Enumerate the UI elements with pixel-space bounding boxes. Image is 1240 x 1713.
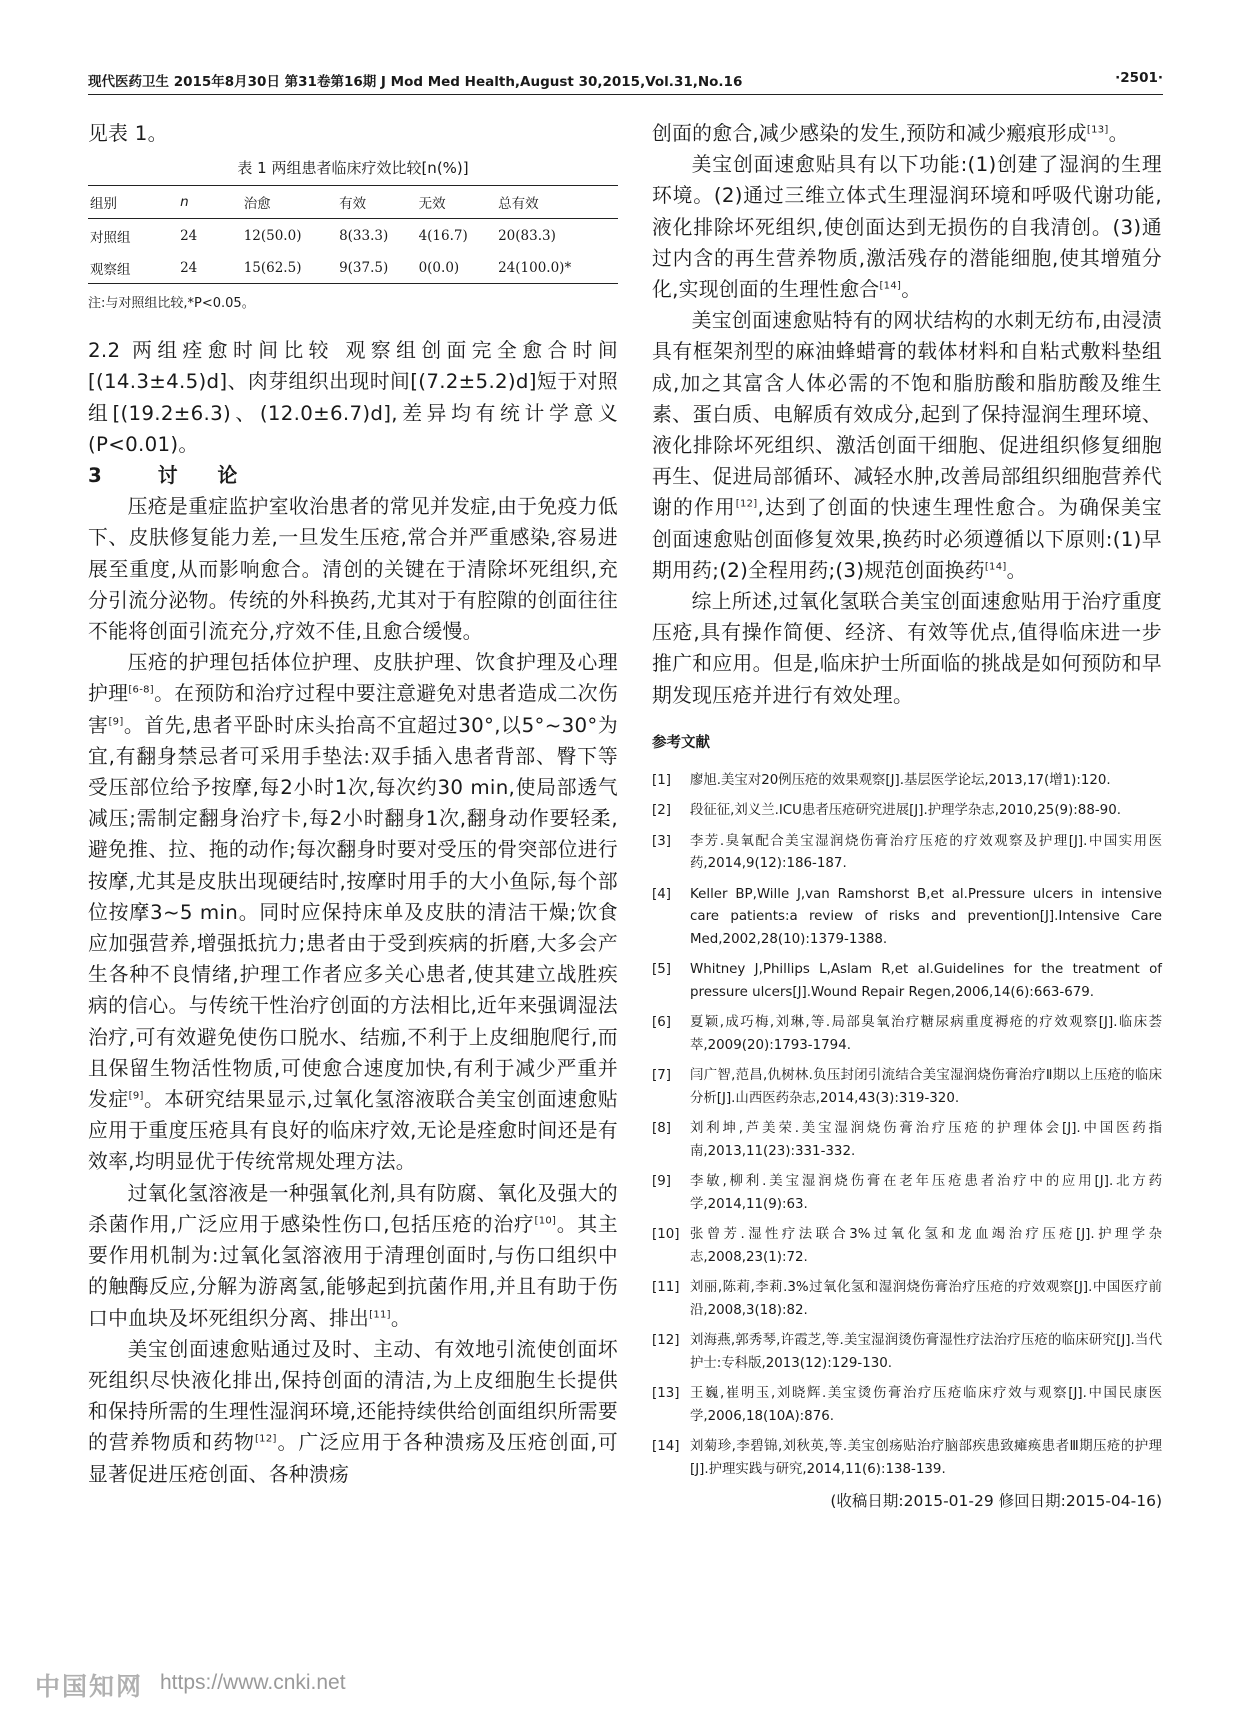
references-heading: 参考文献 xyxy=(652,734,710,751)
table-cell: 9(37.5) xyxy=(337,251,417,284)
reference-number: [11] xyxy=(652,1280,680,1296)
table-cell: 4(16.7) xyxy=(418,228,468,245)
discussion-paragraph-5 xyxy=(652,149,1162,305)
reference-number: [3] xyxy=(652,833,671,849)
text-run: 。广泛应用于各种溃疡及压疮创面,可显著促进压疮创面、各种溃疡 xyxy=(88,1431,619,1486)
table-cell: 观察组 xyxy=(88,251,178,284)
text-run: 压疮的护理包括体位护理、皮肤护理、饮食护理及心理护理 xyxy=(88,651,618,706)
reference-item xyxy=(652,831,1162,876)
reference-text: 廖旭.美宝对20例压疮的效果观察[J].基层医学论坛,2013,17(增1):120. xyxy=(690,772,1111,788)
section-title: 讨论 xyxy=(157,464,278,488)
reference-text: 段征征,刘义兰.ICU患者压疮研究进展[J].护理学杂志,2010,25(9):88-90. xyxy=(690,803,1121,819)
citation: [9] xyxy=(128,1090,144,1102)
citation: [10] xyxy=(534,1215,557,1227)
table-cell: 15(62.5) xyxy=(242,251,337,284)
text-run: 。在预防和治疗过程中要注意避免对患者造成二次伤害 xyxy=(88,682,618,737)
reference-text: 刘海燕,郭秀琴,许霞芝,等.美宝湿润烫伤膏湿性疗法治疗压疮的临床研究[J].当代护士:专科版,2013(12):129-130. xyxy=(690,1333,1162,1371)
reference-item xyxy=(652,800,1162,823)
table-cell: 0(0.0) xyxy=(417,251,497,284)
table-note: 注:与对照组比较,*P<0.05。 xyxy=(88,296,255,312)
reference-item xyxy=(652,770,1162,793)
discussion-paragraph-3 xyxy=(88,1178,618,1334)
reference-item xyxy=(652,1171,1162,1216)
page-number: ·2501· xyxy=(1115,70,1163,86)
journal-citation-line: 现代医药卫生 2015年8月30日 第31卷第16期 J Mod Med Health,August 30,2015,Vol.31,No.16 xyxy=(88,74,743,90)
text-run: 。 xyxy=(390,1306,411,1330)
citation: [12] xyxy=(254,1433,277,1445)
reference-number: [14] xyxy=(652,1439,680,1455)
received-date-line: (收稿日期:2015-01-29 修回日期:2015-04-16) xyxy=(830,1492,1162,1511)
citation: [12] xyxy=(735,498,758,510)
table-cell: 20(83.3) xyxy=(498,228,556,245)
citation: [14] xyxy=(984,561,1007,573)
right-column xyxy=(652,118,1162,1511)
table-caption: 表 1 两组患者临床疗效比较[n(%)] xyxy=(237,159,469,178)
citation: [6-8] xyxy=(128,684,154,696)
table-header-cell: 无效 xyxy=(417,186,497,219)
table-header-cell: 有效 xyxy=(337,186,417,219)
table-header-cell: n xyxy=(178,186,242,219)
reference-number: [5] xyxy=(652,962,671,978)
citation: [11] xyxy=(369,1308,391,1320)
text-run: 。其主要作用机制为:过氧化氢溶液用于清理创面时,与伤口组织中的触酶反应,分解为游离氢,能够起到抗菌作用,并且有助于伤口中血块及坏死组织分离、排出 xyxy=(88,1212,618,1330)
reference-number: [1] xyxy=(652,772,671,788)
reference-text: 李芳.臭氧配合美宝湿润烧伤膏治疗压疮的疗效观察及护理[J].中国实用医药,2014,9(12):186-187. xyxy=(690,833,1162,872)
table-header-row xyxy=(88,186,618,219)
table-cell: 对照组 xyxy=(90,230,131,247)
text-run: 。 xyxy=(901,278,922,302)
reference-text: 夏颖,成巧梅,刘琳,等.局部臭氧治疗糖尿病重度褥疮的疗效观察[J].临床荟萃,2009(20):1793-1794. xyxy=(690,1015,1162,1053)
reference-number: [7] xyxy=(652,1068,671,1084)
reference-number: [2] xyxy=(652,803,671,819)
text-run: ,达到了创面的快速生理性愈合。为确保美宝创面速愈贴创面修复效果,换药时必须遵循以下原则:(1)早期用药;(2)全程用药;(3)规范创面换药 xyxy=(652,496,1163,582)
text-run: 美宝创面速愈贴通过及时、主动、有效地引流使创面坏死组织尽快液化排出,保持创面的清洁,为上皮细胞生长提供和保持所需的生理性湿润环境,还能持续供给创面组织所需要的营养物质和药物 xyxy=(88,1337,618,1455)
table-cell: 24(100.0)* xyxy=(496,251,618,284)
citation: [13] xyxy=(1086,124,1109,136)
text-run: 。 xyxy=(1108,122,1129,145)
text-run: 。本研究结果显示,过氧化氢溶液联合美宝创面速愈贴应用于重度压疮具有良好的临床疗效,无论是痊愈时间还是有效率,均明显优于传统常规处理方法。 xyxy=(88,1088,618,1174)
reference-text: 闫广智,范昌,仇树林.负压封闭引流结合美宝湿润烧伤膏治疗Ⅱ期以上压疮的临床分析[J].山西医药杂志,2014,43(3):319-320. xyxy=(690,1068,1162,1106)
left-column xyxy=(88,118,618,1490)
discussion-paragraph-4-continued xyxy=(652,118,1162,149)
reference-text: 刘菊珍,李碧锦,刘秋英,等.美宝创疡贴治疗脑部疾患致瘫痪患者Ⅲ期压疮的护理[J].护理实践与研究,2014,11(6):138-139. xyxy=(690,1439,1162,1477)
results-table xyxy=(88,185,618,284)
reference-number: [4] xyxy=(652,886,671,902)
citation: [9] xyxy=(108,716,124,728)
table-header-cell: 组别 xyxy=(88,186,178,219)
reference-number: [8] xyxy=(652,1121,671,1137)
table-row xyxy=(88,219,618,252)
discussion-paragraph-2 xyxy=(88,647,618,1177)
cnki-url[interactable]: https://www.cnki.net xyxy=(160,1671,346,1694)
discussion-paragraph-4 xyxy=(88,1334,618,1490)
text-run: 美宝创面速愈贴特有的网状结构的水刺无纺布,由浸渍具有框架剂型的麻油蜂蜡膏的载体材料和自粘式敷料垫组成,加之其富含人体必需的不饱和脂肪酸和脂肪酸及维生素、蛋白质、电解质有效成分,起到了保持湿润生理环境、液化排除坏死组织、激活创面干细胞、促进组织修复细胞再生、促进局部循环、减轻水肿,改善局部组织细胞营养代谢的作用 xyxy=(652,309,1162,520)
reference-item xyxy=(652,1118,1162,1163)
table-header-cell: 治愈 xyxy=(242,186,337,219)
text-run: 。 xyxy=(1006,558,1027,582)
reference-text: 王巍,崔明玉,刘晓辉.美宝烫伤膏治疗压疮临床疗效与观察[J].中国民康医学,2006,18(10A):876. xyxy=(690,1386,1162,1424)
reference-item xyxy=(652,959,1162,1004)
see-table-text: 见表 1。 xyxy=(88,122,168,145)
conclusion-paragraph: 综上所述,过氧化氢联合美宝创面速愈贴用于治疗重度压疮,具有操作简便、经济、有效等优点,值得临床进一步推广和应用。但是,临床护士所面临的挑战是如何预防和早期发现压疮并进行有效处理。 xyxy=(652,590,1162,707)
text-run: 美宝创面速愈贴具有以下功能:(1)创建了湿润的生理环境。(2)通过三维立体式生理湿润环境和呼吸代谢功能,液化排除坏死组织,使创面达到无损伤的自我清创。(3)通过内含的再生营养物质,激活残存的潜能细胞,使其增殖分化,实现创面的生理性愈合 xyxy=(652,153,1162,302)
table-cell: 24 xyxy=(180,228,198,245)
reference-item xyxy=(652,1012,1162,1057)
table-cell: 24 xyxy=(178,251,242,284)
section-2-2-paragraph: 2.2 两组痊愈时间比较 观察组创面完全愈合时间[(14.3±4.5)d]、肉芽组织出现时间[(7.2±5.2)d]短于对照组[(19.2±6.3)、(12.0±6.7)d],差异均有统计学意义(P<0.01)。 xyxy=(88,339,618,456)
reference-number: [9] xyxy=(652,1174,671,1190)
section-3-heading xyxy=(88,460,618,491)
reference-text: Whitney J,Phillips L,Aslam R,et al.Guidelines for the treatment of pressure ulcers[J].Wound Repair Regen,2006,14(6):663-679. xyxy=(690,962,1162,1000)
reference-text: 刘丽,陈莉,李莉.3%过氧化氢和湿润烧伤膏治疗压疮的疗效观察[J].中国医疗前沿,2008,3(18):82. xyxy=(690,1280,1162,1318)
reference-list xyxy=(652,770,1162,1482)
reference-item xyxy=(652,1224,1162,1269)
table-row xyxy=(88,251,618,284)
reference-number: [13] xyxy=(652,1386,680,1402)
reference-item xyxy=(652,1277,1162,1322)
reference-item xyxy=(652,884,1162,952)
reference-number: [10] xyxy=(652,1227,680,1243)
reference-text: Keller BP,Wille J,van Ramshorst B,et al.Pressure ulcers in intensive care patients:a review of risks and prevention[J].Intensive Care Med,2002,28(10):1379-1388. xyxy=(690,886,1162,947)
section-number: 3 xyxy=(88,464,102,488)
reference-item xyxy=(652,1065,1162,1110)
discussion-paragraph-1: 压疮是重症监护室收治患者的常见并发症,由于免疫力低下、皮肤修复能力差,一旦发生压疮,常合并严重感染,容易进展至重度,从而影响愈合。清创的关键在于清除坏死组织,充分引流分泌物。传统的外科换药,尤其对于有腔隙的创面往往不能将创面引流充分,疗效不佳,且愈合缓慢。 xyxy=(88,495,618,644)
cnki-logo: 中国知网 xyxy=(35,1672,144,1701)
text-run: 过氧化氢溶液是一种强氧化剂,具有防腐、氧化及强大的杀菌作用,广泛应用于感染性伤口,包括压疮的治疗 xyxy=(88,1181,618,1236)
table-cell: 12(50.0) xyxy=(243,228,302,245)
text-run: 创面的愈合,减少感染的发生,预防和减少瘢痕形成 xyxy=(652,122,1087,145)
text-run: 。首先,患者平卧时床头抬高不宜超过30°,以5°~30°为宜,有翻身禁忌者可采用手垫法:双手插入患者背部、臀下等受压部位给予按摩,每2小时1次,每次约30 min,使局部透气减压;需制定翻身治疗卡,每2小时翻身1次,翻身动作要轻柔,避免推、拉、拖的动作;每次翻身时要对受压的骨突部位进行按摩,尤其是皮肤出现硬结时,按摩时用手的大小鱼际,每个部位按摩3~5 min。同时应保持床单及皮肤的清洁干燥;饮食应加强营养,增强抵抗力;患者由于受到疾病的折磨,大多会产生各种不良情绪,护理工作者应多关心患者,使其建立战胜疾病的信心。与传统干性治疗创面的方法相比,近年来强调湿法治疗,可有效避免使伤口脱水、结痂,不利于上皮细胞爬行,而且保留生物活性物质,可使愈合速度加快,有利于减少严重并发症 xyxy=(88,713,618,1112)
reference-item xyxy=(652,1436,1162,1481)
running-header xyxy=(88,66,1163,95)
table-cell: 8(33.3) xyxy=(339,228,389,245)
reference-number: [6] xyxy=(652,1015,671,1031)
reference-item xyxy=(652,1330,1162,1375)
table-header-cell: 总有效 xyxy=(496,186,618,219)
reference-text: 张曾芳.湿性疗法联合3%过氧化氢和龙血竭治疗压疮[J].护理学杂志,2008,23(1):72. xyxy=(690,1227,1162,1265)
discussion-paragraph-6 xyxy=(652,305,1162,586)
reference-text: 李敏,柳利.美宝湿润烧伤膏在老年压疮患者治疗中的应用[J].北方药学,2014,11(9):63. xyxy=(690,1174,1162,1212)
reference-item xyxy=(652,1383,1162,1428)
watermark-footer xyxy=(35,1667,535,1707)
reference-text: 刘利坤,芦美荣.美宝湿润烧伤膏治疗压疮的护理体会[J].中国医药指南,2013,11(23):331-332. xyxy=(690,1121,1162,1159)
reference-number: [12] xyxy=(652,1333,680,1349)
citation: [14] xyxy=(879,280,902,292)
